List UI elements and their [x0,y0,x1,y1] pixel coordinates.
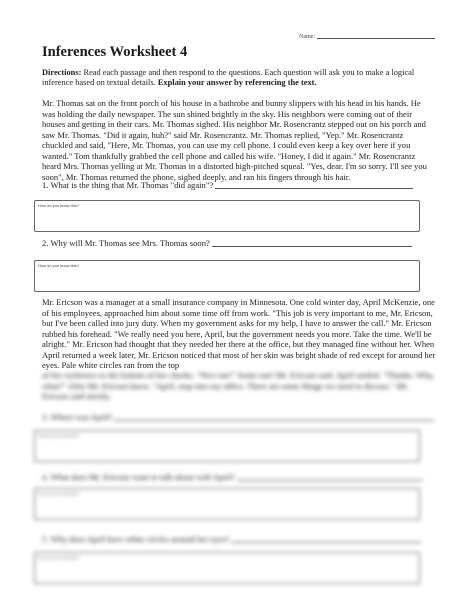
question-2-text: 2. Why will Mr. Thomas see Mrs. Thomas soon? [42,238,210,248]
question-3-answer-box[interactable] [34,430,420,462]
question-4 [42,472,434,482]
name-label: Name: [299,34,315,40]
question-5-text: 5. Why does April have white circles around her eyes? [42,534,230,544]
question-2-box-label: How do you know this? [38,263,80,268]
question-1-box-label: How do you know this? [38,203,80,208]
directions-emphasis: Explain your answer by referencing the text. [157,78,317,88]
question-5-answer-line[interactable] [231,542,421,543]
passage-2-visible: Mr. Ericson was a manager at a small insurance company in Minnesota. One cold winter day, April McKenzie, one of his employees, approached him about some time off from work. "This job is very important to me, Mr. Ericson, but I've been called into jury duty. When my government asks for my help, I have to answer the call." Mr. Ericson rubbed his forehead. "We really need you here, April, but the government needs you more. Take the time. We'll be alright." Mr. Ericson had thought that they needed her there at the office, but they managed fine without her. When April returned a week later, Mr. Ericson noticed that most of her skin was bright shade of red except for around her eyes. Pale white circles ran from the top [42,297,436,370]
question-4-answer-box[interactable] [34,488,420,520]
passage-1: Mr. Thomas sat on the front porch of his house in a bathrobe and bunny slippers with his head in his hands. He was holding the daily newspaper. The sun shined brightly in the sky. His neighbors were coming out of their houses and getting in their cars. Mr. Thomas sighed. His neighbor Mr. Rosencrantz stepped out on his porch and saw Mr. Thomas. "Did it again, huh?" said Mr. Rosencrantz. Mr. Thomas replied, "Yep." Mr. Rosencrantz chuckled and said, "Here, Mr. Thomas, you can use my cell phone. I could even keep a key over here if you wanted." Tom thankfully grabbed the cell phone and called his wife. "Honey, I did it again." Mr. Rosencrantz heard Mrs. Thomas yelling at Mr. Thomas in a distorted high-pitched squeal. "Yes, dear. I'm so sorry. I'll see you soon", Mr. Thomas returned the phone, sighed deeply, and ran his fingers through his hair. [42,98,427,182]
question-5-answer-box[interactable] [34,552,420,584]
question-4-answer-line[interactable] [237,480,423,481]
question-3-answer-line[interactable] [114,420,434,421]
question-1-text: 1. What is the thing that Mr. Thomas "did again"? [42,180,214,190]
question-3 [42,412,434,422]
passage-2-continued: of her eyebrows to the bottom of her cheeks. "Nice tan!" Some sun! Mr. Ericson said. April smiled. "Thanks. Why, what?" After Mr. Ericson knew, "April, stop into my office. There are some things we need to discuss." Mr. Ericson said sternly. [42,370,435,401]
question-4-box-label: How do you know this? [38,491,80,496]
question-5 [42,534,434,544]
question-5-box-label: How do you know this? [38,555,80,560]
question-4-text: 4. What does Mr. Ericson want to talk about with April? [42,472,235,482]
question-3-text: 3. Where was April? [42,412,113,422]
directions-label: Directions: [42,68,82,77]
directions-text: Read each passage and then respond to the questions. Each question will ask you to make a logical inference based on textual details. [42,68,415,88]
question-3-box-label: How do you know this? [38,433,80,438]
worksheet-title: Inferences Worksheet 4 [42,44,188,60]
